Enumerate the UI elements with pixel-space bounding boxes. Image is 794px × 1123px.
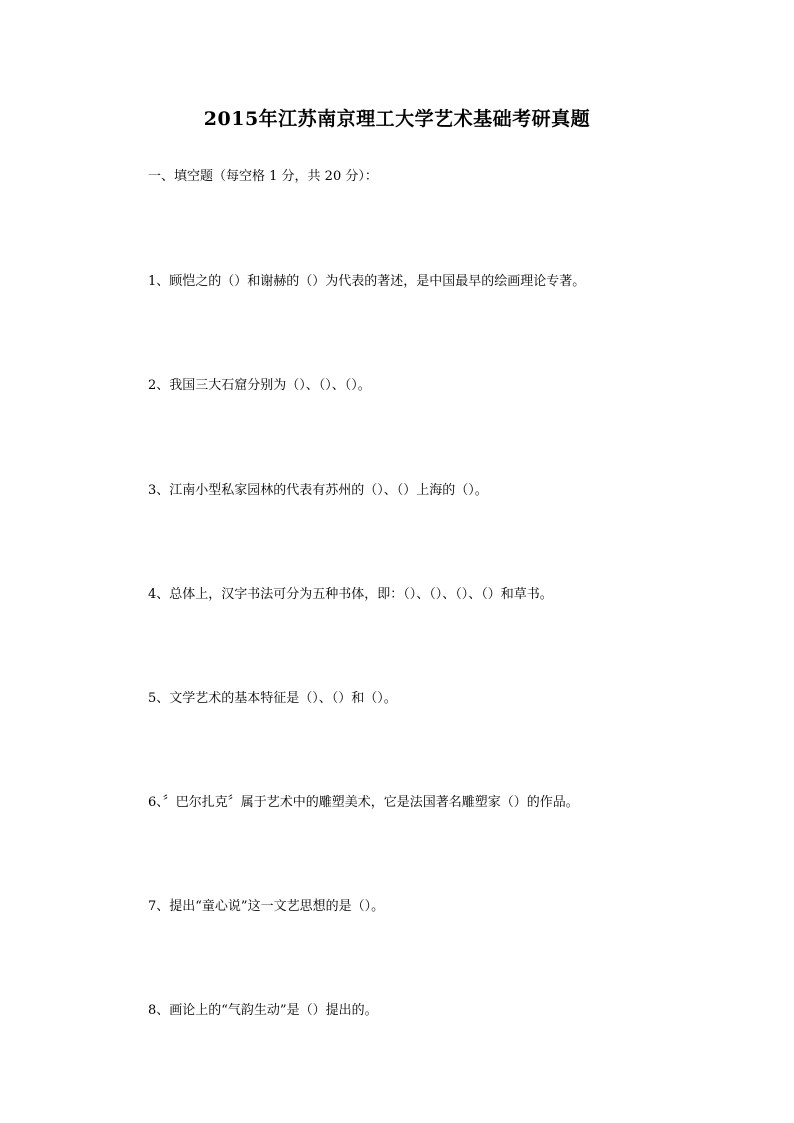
section-heading: 一、填空题（每空格 1 分，共 20 分）： bbox=[148, 169, 378, 184]
question-7: 7、提出“童心说”这一文艺思想的是（）。 bbox=[148, 899, 385, 914]
question-2: 2、我国三大石窟分别为（）、（）、（）。 bbox=[148, 378, 371, 393]
question-8: 8、画论上的“气韵生动”是（）提出的。 bbox=[148, 1003, 378, 1018]
question-1: 1、顾恺之的（）和谢赫的（）为代表的著述，是中国最早的绘画理论专著。 bbox=[148, 274, 586, 289]
document-title: 2015年江苏南京理工大学艺术基础考研真题 bbox=[203, 108, 591, 130]
question-3: 3、江南小型私家园林的代表有苏州的（）、（）上海的（）。 bbox=[148, 483, 488, 498]
question-5: 5、文学艺术的基本特征是（）、（）和（）。 bbox=[148, 691, 397, 706]
question-4: 4、总体上，汉字书法可分为五种书体，即：（）、（）、（）、（）和草书。 bbox=[148, 587, 553, 602]
question-6: 6、〞巴尔扎克〞属于艺术中的雕塑美术，它是法国著名雕塑家（）的作品。 bbox=[148, 795, 579, 810]
